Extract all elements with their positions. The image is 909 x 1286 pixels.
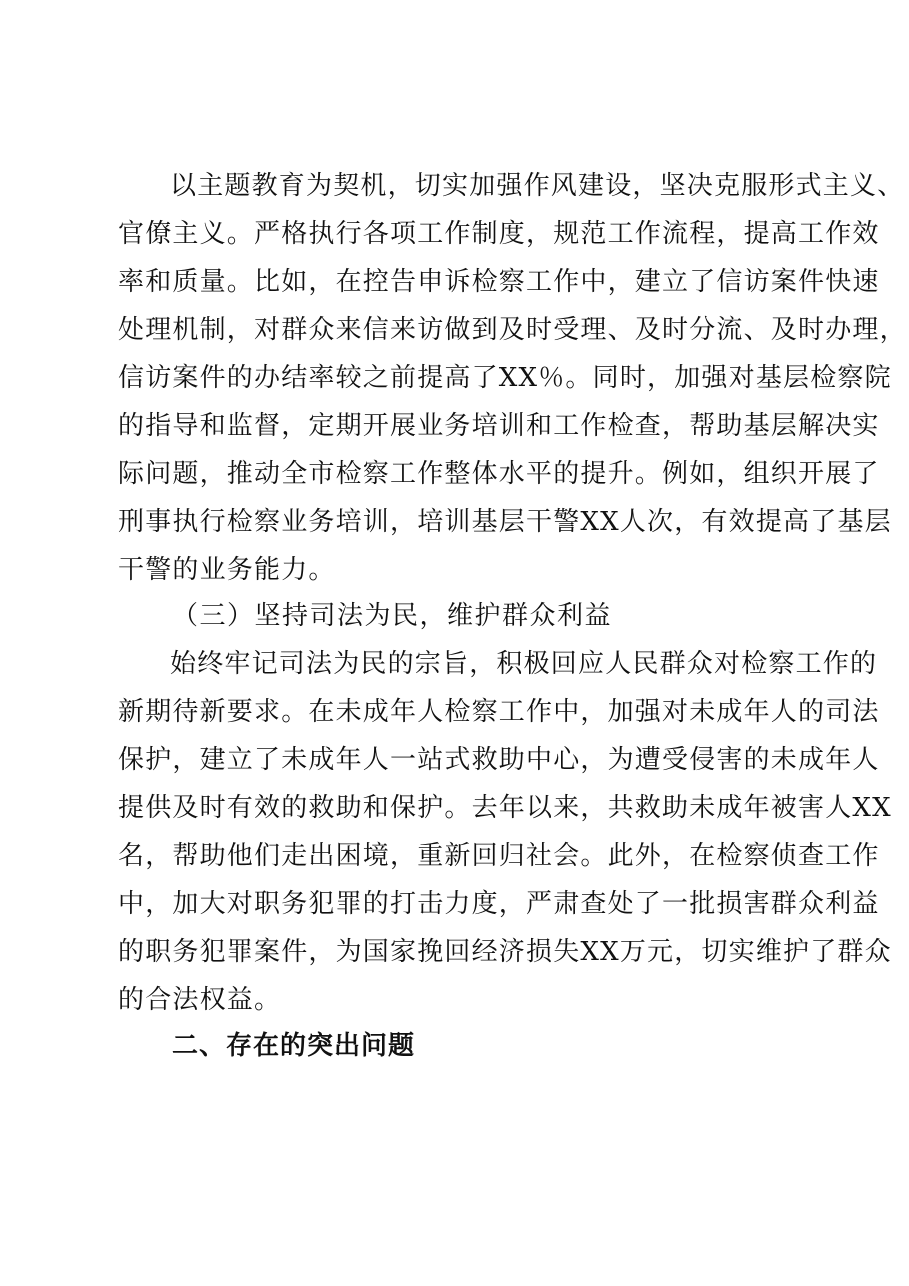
paragraph-1-line-8: 刑事执行检察业务培训，培训基层干警XX人次，有效提高了基层 [118,507,892,537]
paragraph-1-line-9: 干警的业务能力。 [118,555,336,585]
paragraph-1-line-3: 率和质量。比如，在控告申诉检察工作中，建立了信访案件快速 [118,267,880,297]
paragraph-2-line-3: 保护，建立了未成年人一站式救助中心，为遭受侵害的未成年人 [118,745,880,775]
paragraph-1-line-6: 的指导和监督，定期开展业务培训和工作检查，帮助基层解决实 [118,411,880,441]
paragraph-2-line-1: 始终牢记司法为民的宗旨，积极回应人民群众对检察工作的 [170,649,878,679]
paragraph-1-line-2: 官僚主义。严格执行各项工作制度，规范工作流程，提高工作效 [118,219,880,249]
paragraph-2-line-6: 中，加大对职务犯罪的打击力度，严肃查处了一批损害群众利益 [118,889,880,919]
paragraph-2-line-4: 提供及时有效的救助和保护。去年以来，共救助未成年被害人XX [118,793,892,823]
paragraph-2-line-8: 的合法权益。 [118,985,282,1015]
part-heading: 二、存在的突出问题 [172,1031,416,1061]
section-heading: （三）坚持司法为民，维护群众利益 [172,601,613,631]
paragraph-2-line-5: 名，帮助他们走出困境，重新回归社会。此外，在检察侦查工作 [118,841,880,871]
paragraph-2-line-2: 新期待新要求。在未成年人检察工作中，加强对未成年人的司法 [118,697,880,727]
paragraph-1-line-4: 处理机制，对群众来信来访做到及时受理、及时分流、及时办理， [118,315,907,345]
paragraph-2-line-7: 的职务犯罪案件，为国家挽回经济损失XX万元，切实维护了群众 [118,937,892,967]
paragraph-1-line-1: 以主题教育为契机，切实加强作风建设，坚决克服形式主义、 [170,171,905,201]
paragraph-1-line-7: 际问题，推动全市检察工作整体水平的提升。例如，组织开展了 [118,459,880,489]
paragraph-1-line-5: 信访案件的办结率较之前提高了XX％。同时，加强对基层检察院 [118,363,892,393]
